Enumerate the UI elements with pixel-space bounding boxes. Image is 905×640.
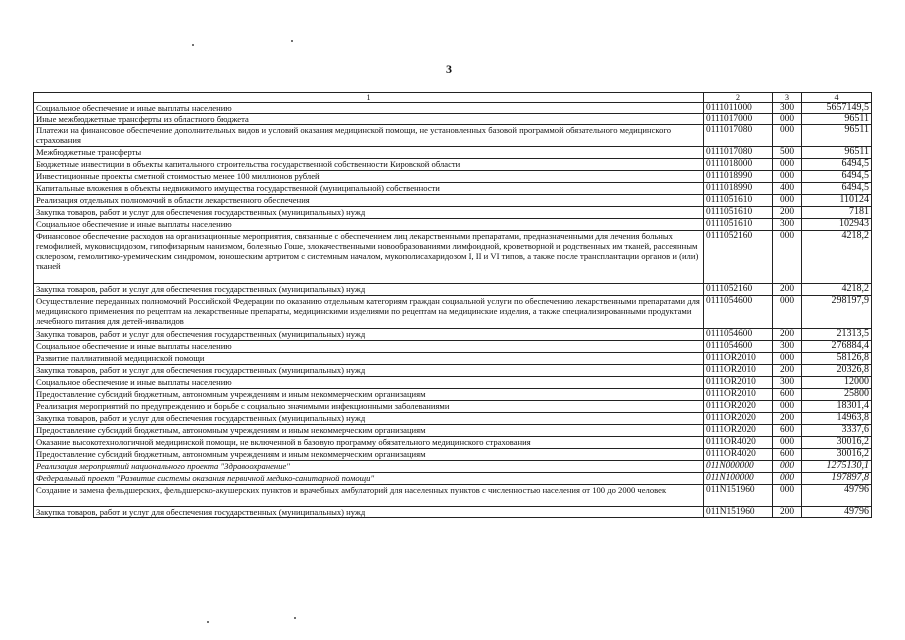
table-row xyxy=(34,365,872,377)
row-name-cell: Реализация отдельных полномочий в области лекарственного обеспечения xyxy=(34,195,704,207)
row-sum-cell: 3337,6 xyxy=(802,425,872,437)
row-code-cell: 0111054600 xyxy=(704,329,773,341)
table-row xyxy=(34,195,872,207)
header-vr-col: 3 xyxy=(773,93,802,103)
scan-speck xyxy=(207,621,209,623)
table-row xyxy=(34,219,872,231)
table-row xyxy=(34,159,872,171)
row-name-cell: Реализация мероприятий по предупреждению и борьбе с социально значимыми инфекционными заболеваниями xyxy=(34,401,704,413)
header-name-col: 1 xyxy=(34,93,704,103)
row-code-cell: 0111052160 xyxy=(704,231,773,284)
row-name-cell: Социальное обеспечение и иные выплаты населению xyxy=(34,219,704,231)
row-name-cell: Предоставление субсидий бюджетным, автономным учреждениям и иным некоммерческим организациям xyxy=(34,425,704,437)
row-sum-cell: 96511 xyxy=(802,125,872,147)
row-vr-cell: 200 xyxy=(773,329,802,341)
row-code-cell: 0111017080 xyxy=(704,125,773,147)
row-sum-cell: 12000 xyxy=(802,377,872,389)
row-code-cell: 0111017080 xyxy=(704,147,773,159)
row-sum-cell: 4218,2 xyxy=(802,231,872,284)
row-sum-cell: 6494,5 xyxy=(802,159,872,171)
table-row xyxy=(34,284,872,296)
row-sum-cell: 96511 xyxy=(802,114,872,125)
table-row xyxy=(34,377,872,389)
row-code-cell: 0111OR4020 xyxy=(704,437,773,449)
row-name-cell: Закупка товаров, работ и услуг для обеспечения государственных (муниципальных) нужд xyxy=(34,284,704,296)
table-row xyxy=(34,425,872,437)
row-vr-cell: 000 xyxy=(773,231,802,284)
table-row xyxy=(34,114,872,125)
row-name-cell: Закупка товаров, работ и услуг для обеспечения государственных (муниципальных) нужд xyxy=(34,507,704,518)
row-sum-cell: 58126,8 xyxy=(802,353,872,365)
row-name-cell: Инвестиционные проекты сметной стоимостью менее 100 миллионов рублей xyxy=(34,171,704,183)
row-sum-cell: 6494,5 xyxy=(802,171,872,183)
table-row xyxy=(34,341,872,353)
row-name-cell: Осуществление переданных полномочий Российской Федерации по оказанию отдельным категориям граждан социальной услуги по обеспечению лекарственными препаратами для медицинского применения по рецептам на лекарственные препараты, медицинскими изделиями по рецептам на медицинские изделия, а также специализированными продуктами лечебного питания для детей-инвалидов xyxy=(34,296,704,329)
row-code-cell: 0111051610 xyxy=(704,207,773,219)
row-vr-cell: 600 xyxy=(773,425,802,437)
table-row xyxy=(34,147,872,159)
row-sum-cell: 25800 xyxy=(802,389,872,401)
row-vr-cell: 200 xyxy=(773,207,802,219)
row-name-cell: Федеральный проект "Развитие системы оказания первичной медико-санитарной помощи" xyxy=(34,473,704,485)
row-vr-cell: 500 xyxy=(773,147,802,159)
row-code-cell: 0111OR2010 xyxy=(704,365,773,377)
row-name-cell: Закупка товаров, работ и услуг для обеспечения государственных (муниципальных) нужд xyxy=(34,413,704,425)
table-row xyxy=(34,183,872,195)
row-name-cell: Закупка товаров, работ и услуг для обеспечения государственных (муниципальных) нужд xyxy=(34,207,704,219)
row-name-cell: Оказание высокотехнологичной медицинской помощи, не включенной в базовую программу обязательного медицинского страхования xyxy=(34,437,704,449)
row-vr-cell: 000 xyxy=(773,125,802,147)
row-name-cell: Предоставление субсидий бюджетным, автономным учреждениям и иным некоммерческим организациям xyxy=(34,449,704,461)
row-name-cell: Социальное обеспечение и иные выплаты населению xyxy=(34,341,704,353)
row-code-cell: 0111OR2010 xyxy=(704,353,773,365)
table-row xyxy=(34,231,872,284)
row-code-cell: 011N151960 xyxy=(704,507,773,518)
row-name-cell: Финансовое обеспечение расходов на организационные мероприятия, связанные с обеспечением лиц лекарственными препаратами, предназначенными для лечения больных гемофилией, муковисцидозом, гипофизарным нанизмом, болезнью Гоше, злокачественными новообразованиями лимфоидной, кроветворной и родственных им тканей, рассеянным склерозом, гемолитико-уремическим синдромом, юношеским артритом с системным началом, мукополисахаридозом I, II и VI типов, а также после трансплантации органов и (или) тканей xyxy=(34,231,704,284)
row-name-cell: Закупка товаров, работ и услуг для обеспечения государственных (муниципальных) нужд xyxy=(34,365,704,377)
row-sum-cell: 96511 xyxy=(802,147,872,159)
row-vr-cell: 200 xyxy=(773,507,802,518)
row-vr-cell: 300 xyxy=(773,103,802,114)
row-code-cell: 0111018990 xyxy=(704,183,773,195)
row-code-cell: 0111OR2010 xyxy=(704,389,773,401)
table-row xyxy=(34,461,872,473)
row-sum-cell: 6494,5 xyxy=(802,183,872,195)
table-row xyxy=(34,171,872,183)
header-sum-col: 4 xyxy=(802,93,872,103)
row-vr-cell: 000 xyxy=(773,114,802,125)
row-vr-cell: 300 xyxy=(773,219,802,231)
row-code-cell: 0111054600 xyxy=(704,341,773,353)
table-row xyxy=(34,413,872,425)
row-vr-cell: 000 xyxy=(773,437,802,449)
row-vr-cell: 300 xyxy=(773,377,802,389)
table-row xyxy=(34,507,872,518)
row-sum-cell: 102943 xyxy=(802,219,872,231)
row-code-cell: 0111052160 xyxy=(704,284,773,296)
table-body xyxy=(34,103,872,518)
row-code-cell: 011N151960 xyxy=(704,485,773,507)
header-code-col: 2 xyxy=(704,93,773,103)
table-row xyxy=(34,103,872,114)
row-code-cell: 011N000000 xyxy=(704,461,773,473)
scan-speck xyxy=(294,617,296,619)
row-sum-cell: 21313,5 xyxy=(802,329,872,341)
row-name-cell: Развитие паллиативной медицинской помощи xyxy=(34,353,704,365)
row-name-cell: Бюджетные инвестиции в объекты капитального строительства государственной собственности Кировской области xyxy=(34,159,704,171)
row-name-cell: Реализация мероприятий национального проекта "Здравоохранение" xyxy=(34,461,704,473)
row-code-cell: 0111OR4020 xyxy=(704,449,773,461)
row-sum-cell: 49796 xyxy=(802,507,872,518)
table-row xyxy=(34,449,872,461)
row-sum-cell: 7181 xyxy=(802,207,872,219)
table-row xyxy=(34,485,872,507)
row-code-cell: 0111051610 xyxy=(704,195,773,207)
page-number: 3 xyxy=(446,62,452,76)
row-sum-cell: 4218,2 xyxy=(802,284,872,296)
row-vr-cell: 600 xyxy=(773,449,802,461)
row-sum-cell: 30016,2 xyxy=(802,437,872,449)
row-vr-cell: 000 xyxy=(773,353,802,365)
row-sum-cell: 30016,2 xyxy=(802,449,872,461)
row-code-cell: 0111OR2020 xyxy=(704,413,773,425)
row-vr-cell: 000 xyxy=(773,159,802,171)
row-name-cell: Создание и замена фельдшерских, фельдшерско-акушерских пунктов и врачебных амбулаторий для населенных пунктов с численностью населения от 100 до 2000 человек xyxy=(34,485,704,507)
table-row xyxy=(34,389,872,401)
row-name-cell: Капитальные вложения в объекты недвижимого имущества государственной (муниципальной) собственности xyxy=(34,183,704,195)
row-sum-cell: 298197,9 xyxy=(802,296,872,329)
row-name-cell: Социальное обеспечение и иные выплаты населению xyxy=(34,377,704,389)
row-code-cell: 0111018990 xyxy=(704,171,773,183)
row-code-cell: 0111018000 xyxy=(704,159,773,171)
table-row xyxy=(34,401,872,413)
table-row xyxy=(34,296,872,329)
row-vr-cell: 600 xyxy=(773,389,802,401)
row-sum-cell: 18301,4 xyxy=(802,401,872,413)
scan-speck xyxy=(192,44,194,46)
row-name-cell: Социальное обеспечение и иные выплаты населению xyxy=(34,103,704,114)
table-row xyxy=(34,207,872,219)
row-code-cell: 0111OR2020 xyxy=(704,401,773,413)
row-code-cell: 0111OR2020 xyxy=(704,425,773,437)
budget-table xyxy=(33,92,872,518)
table-row xyxy=(34,125,872,147)
table-row xyxy=(34,473,872,485)
row-vr-cell: 400 xyxy=(773,183,802,195)
row-code-cell: 0111054600 xyxy=(704,296,773,329)
table-row xyxy=(34,353,872,365)
row-vr-cell: 000 xyxy=(773,473,802,485)
row-name-cell: Предоставление субсидий бюджетным, автономным учреждениям и иным некоммерческим организациям xyxy=(34,389,704,401)
row-name-cell: Платежи на финансовое обеспечение дополнительных видов и условий оказания медицинской помощи, не установленных базовой программой обязательного медицинского страхования xyxy=(34,125,704,147)
row-code-cell: 0111OR2010 xyxy=(704,377,773,389)
row-sum-cell: 49796 xyxy=(802,485,872,507)
row-sum-cell: 1275130,1 xyxy=(802,461,872,473)
row-sum-cell: 110124 xyxy=(802,195,872,207)
row-code-cell: 0111017000 xyxy=(704,114,773,125)
row-vr-cell: 000 xyxy=(773,195,802,207)
row-vr-cell: 000 xyxy=(773,296,802,329)
row-sum-cell: 20326,8 xyxy=(802,365,872,377)
row-name-cell: Закупка товаров, работ и услуг для обеспечения государственных (муниципальных) нужд xyxy=(34,329,704,341)
table-row xyxy=(34,437,872,449)
row-vr-cell: 000 xyxy=(773,171,802,183)
row-vr-cell: 200 xyxy=(773,365,802,377)
row-vr-cell: 300 xyxy=(773,341,802,353)
scan-speck xyxy=(291,40,293,42)
row-sum-cell: 14963,8 xyxy=(802,413,872,425)
row-vr-cell: 200 xyxy=(773,413,802,425)
table-header-row xyxy=(34,93,872,103)
row-name-cell: Иные межбюджетные трансферты из областного бюджета xyxy=(34,114,704,125)
row-sum-cell: 5657149,5 xyxy=(802,103,872,114)
row-name-cell: Межбюджетные трансферты xyxy=(34,147,704,159)
row-sum-cell: 197897,8 xyxy=(802,473,872,485)
row-code-cell: 0111011000 xyxy=(704,103,773,114)
row-vr-cell: 000 xyxy=(773,461,802,473)
row-vr-cell: 200 xyxy=(773,284,802,296)
row-code-cell: 0111051610 xyxy=(704,219,773,231)
row-code-cell: 011N100000 xyxy=(704,473,773,485)
row-vr-cell: 000 xyxy=(773,401,802,413)
row-sum-cell: 276884,4 xyxy=(802,341,872,353)
table-row xyxy=(34,329,872,341)
row-vr-cell: 000 xyxy=(773,485,802,507)
